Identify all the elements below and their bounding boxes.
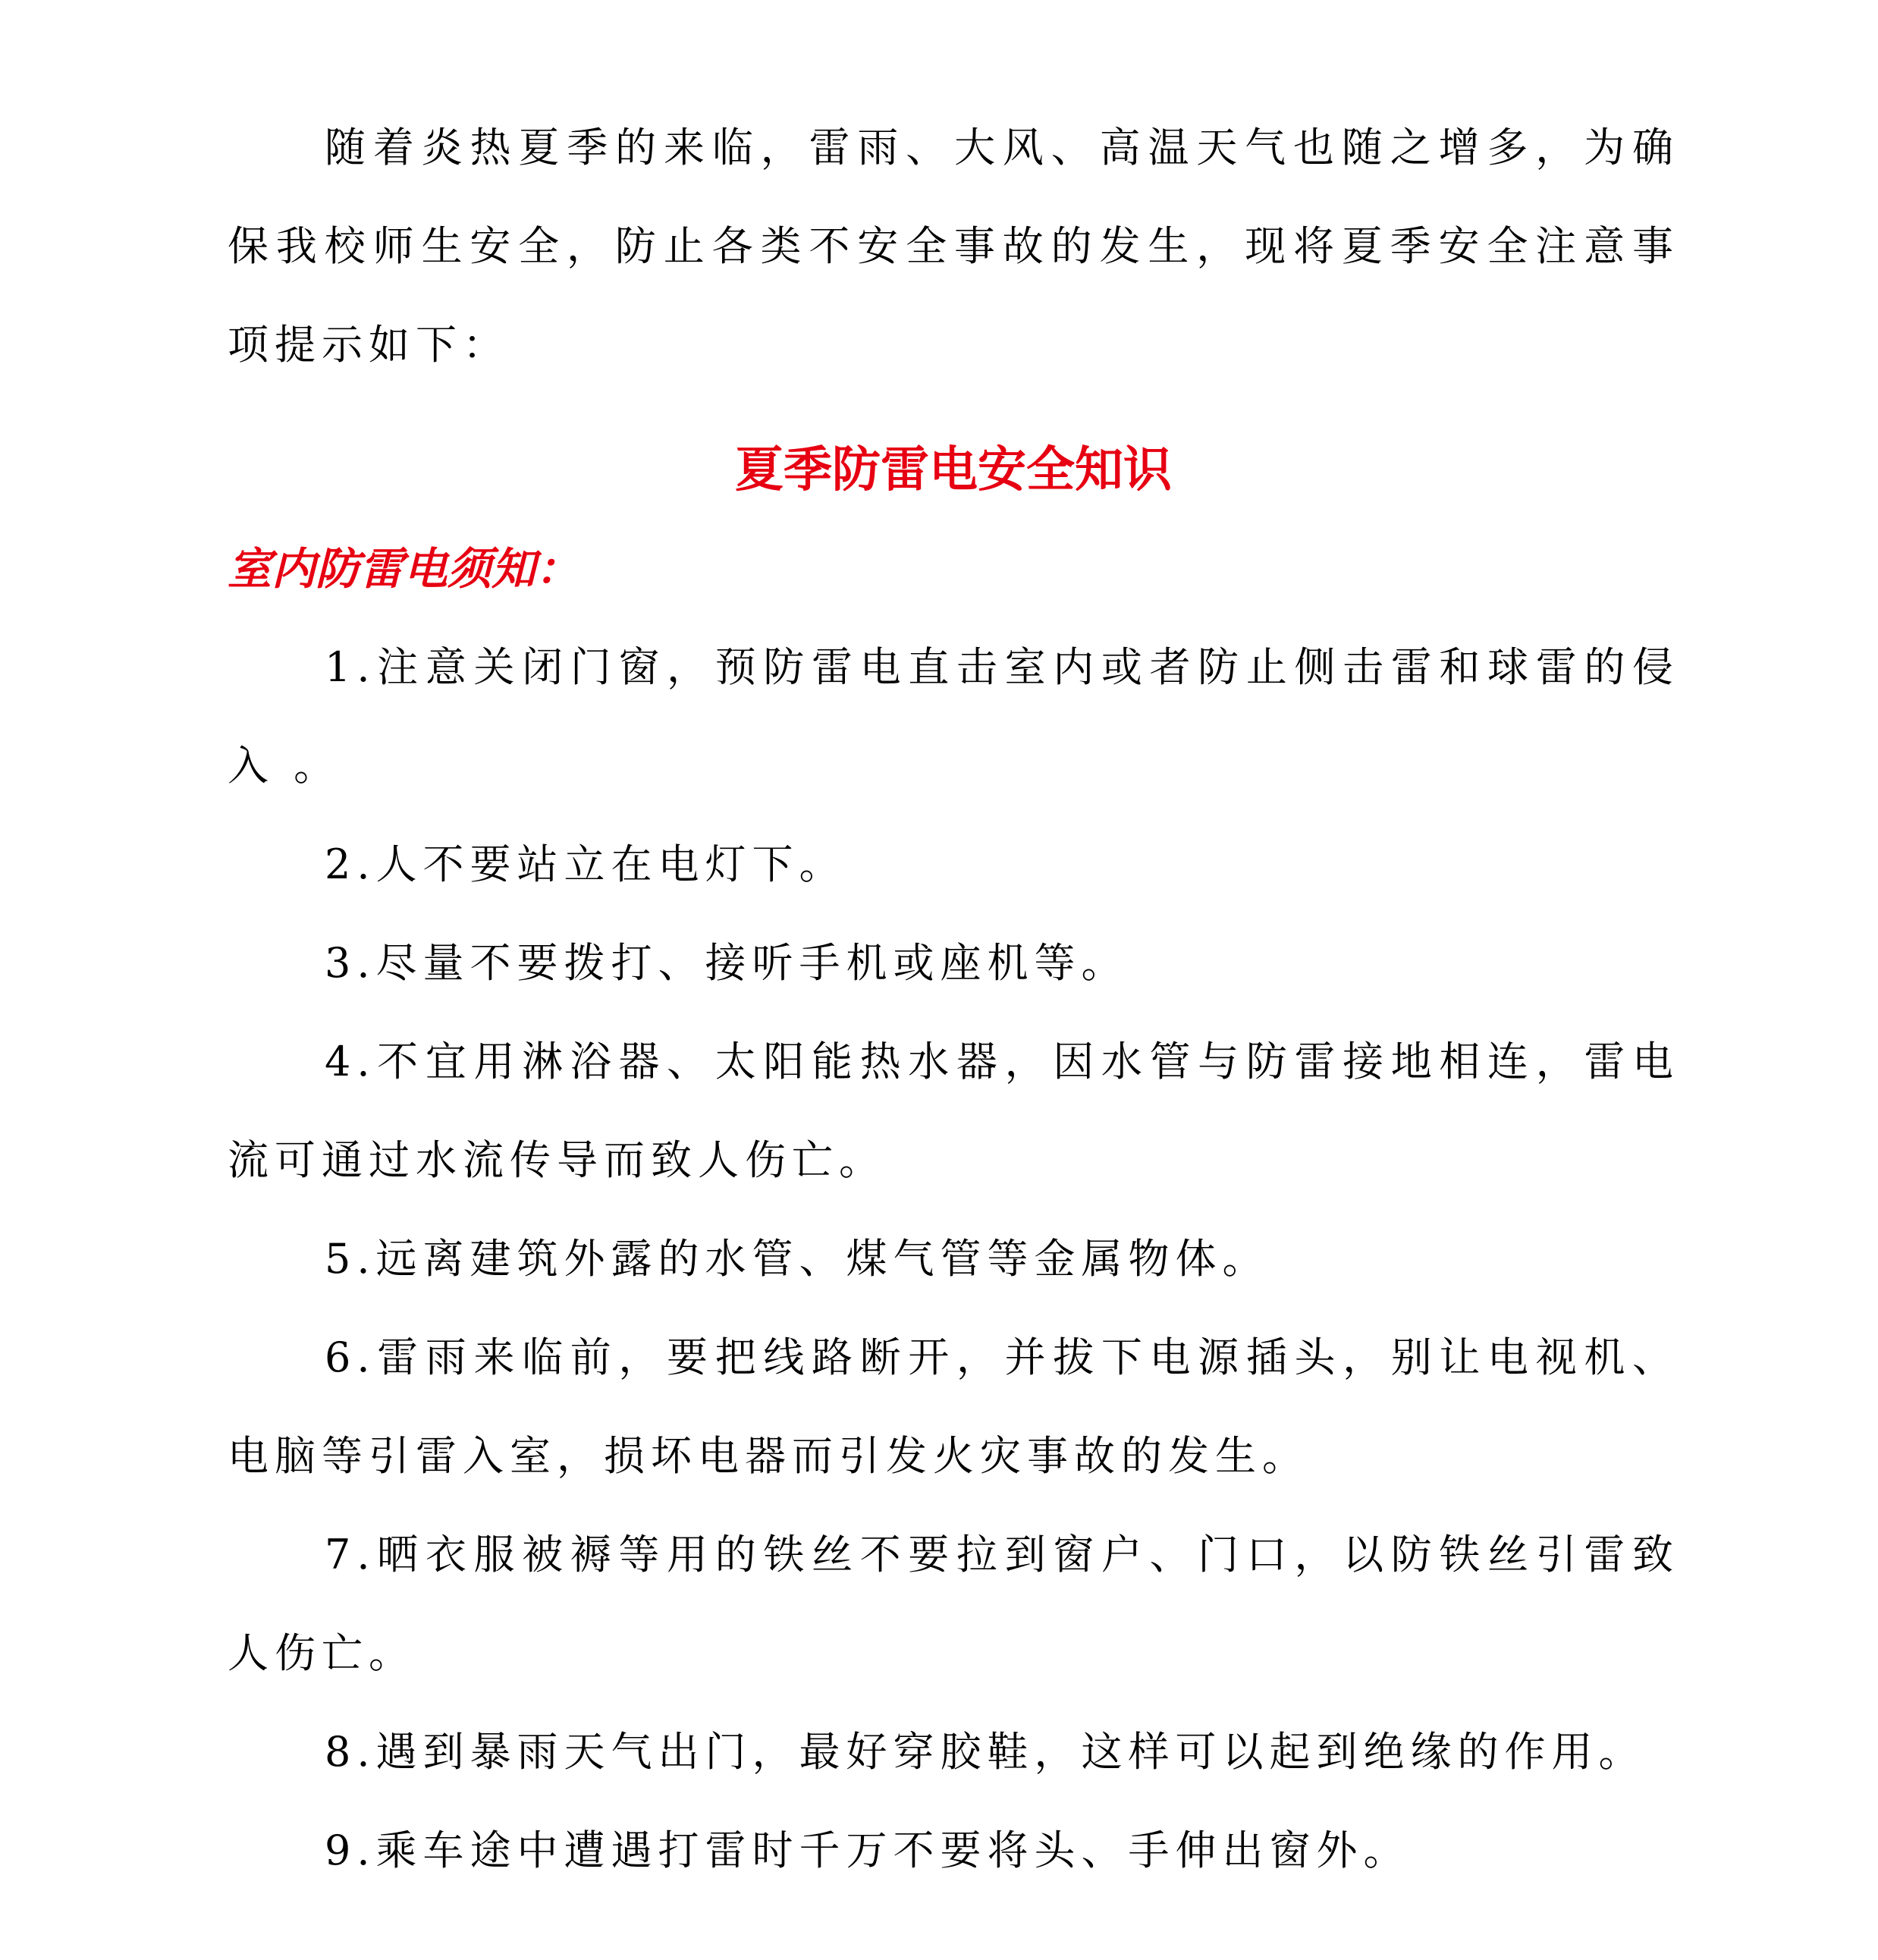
document-title: 夏季防雷电安全知识 — [735, 442, 1172, 498]
list-item: 3.尽量不要拨打、接听手机或座机等。 — [325, 939, 1129, 987]
list-item: 7.晒衣服被褥等用的铁丝不要拉到窗户、门口，以防铁丝引雷致人伤亡。 — [228, 1531, 1679, 1677]
list-item: 2.人不要站立在电灯下。 — [325, 840, 846, 888]
list-item: 6.雷雨来临前，要把线路断开，并拔下电源插头，别让电视机、电脑等引雷入室，损坏电器而引发火灾事故的发生。 — [228, 1333, 1679, 1480]
list-item: 9.乘车途中遭遇打雷时千万不要将头、手伸出窗外。 — [325, 1827, 1411, 1874]
list-item: 1.注意关闭门窗，预防雷电直击室内或者防止侧击雷和球雷的侵入 。 — [228, 643, 1679, 790]
list-item: 8.遇到暴雨天气出门，最好穿胶鞋，这样可以起到绝缘的作用。 — [325, 1728, 1646, 1776]
list-item: 4.不宜用淋浴器、太阳能热水器，因水管与防雷接地相连，雷电流可通过水流传导而致人伤亡。 — [228, 1038, 1679, 1184]
intro-paragraph: 随着炎热夏季的来临，雷雨、大风、高温天气也随之增多，为确保我校师生安全，防止各类不安全事故的发生，现将夏季安全注意事项提示如下： — [228, 124, 1679, 369]
section-heading: 室内防雷电须知： — [228, 543, 580, 595]
list-item: 5.远离建筑外露的水管、煤气管等金属物体。 — [325, 1235, 1270, 1283]
document-page — [228, 99, 1679, 1900]
